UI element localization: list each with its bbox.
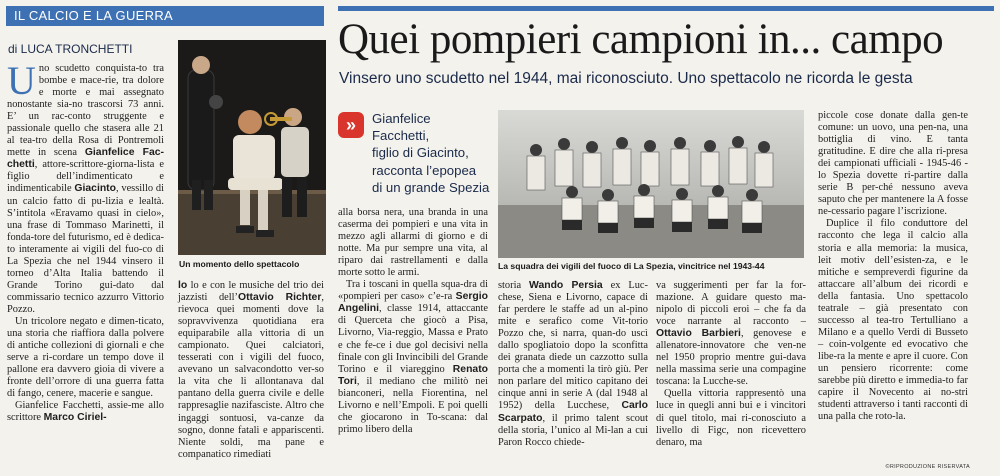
stage-photo-caption: Un momento dello spettacolo	[179, 259, 300, 269]
article-column-4: storia Wando Persia ex Luc-chese, Siena e Livorno, capace di far perdere le staffe ad un al-pino mite e serafico come Vit-torio Pozzo che, si narra, quan-do uscì dallo spogliatoio dopo la sconfitta dei granata diede un cazzotto sulla porta che a momenti la tirò giù. Per non parlare del mitico capitano dei cinque anni in serie A (dal 1948 al 1952) della Lucchese, Carlo Scarpato, il primo talent scout della storia, l’unico al Mi-lan a cui Paron Rocco chiede-	[498, 280, 648, 448]
article-column-1: U no scudetto conquista-to tra bombe e mace-rie, tra dolore e morte e mai assegnato nonostante sia-no trascorsi 73 anni. E’ un rac-conto struggente e passionale quello che stasera alle 21 al tea-tro della Rosa di Pontremoli mette in scena Gianfelice Fac-chetti, attore-scrittore-giorna-lista e figlio dell’indimenticato e indimenticabile Giacinto, vessillo di un calcio fatto di pu-lizia e lealtà. S’intitola «Eravamo quasi in cielo», una frase di Tommaso Marinetti, il fonda-tore del futurismo, ed è dedica-to interamente ai vigili del fuo-co di La Spezia che nel 1944 vinsero il torneo d’Alta Italia battendo il Grande Torino gui-dato dal commissario tecnico azzurro Vittorio Pozzo. Un tricolore negato e dimen-ticato, una storia che riaffiora dalla polvere di antiche collezioni di giornali e che serve a ri-cordare un tempo dove il pallone era davvero gioia di vivere a fronte dell’orrore di una guerra fatta di fango, cenere, macerie e sangue. Gianfelice Facchetti, assie-me allo scrittore Marco Ciriel-	[7, 58, 165, 424]
subheadline: Vinsero uno scudetto nel 1944, mai riconosciuto. Uno spettacolo ne ricorda le gesta	[339, 70, 913, 87]
stage-scene-image	[178, 40, 326, 255]
header-rule	[338, 6, 994, 11]
section-kicker: IL CALCIO E LA GUERRA	[6, 6, 324, 26]
chevron-right-icon: »	[338, 112, 364, 138]
article-column-2: lo lo e con le musiche del trio dei jazzisti dell’Ottavio Richter, rievoca quei momenti dove la sopravvivenza quotidiana era equiparabile alla vittoria di un campionato. Quei calciatori, tesserati con i vigili del fuoco, avevano un salvacondotto ver-so la vita che li allontanava dal pantano della guerra civile e delle rappresaglie nazifasciste. Altro che ingaggi sontuosi, va-canze da sogno, donne fatali e appariscenti. Niente soldi, ma pane e companatico rimediati	[178, 280, 324, 460]
team-photo-caption: La squadra dei vigili del fuoco di La Spezia, vincitrice nel 1943-44	[498, 261, 765, 271]
article-column-3: alla borsa nera, una branda in una caserma dei pompieri e una vita in mezzo agli allarmi di giorno e di notte. Ma pur sempre una vita, al riparo dai rastrellamenti e dalla morte sotto le armi. Tra i toscani in quella squa-dra di «pompieri per caso» c’e-ra Sergio Angelini, classe 1914, attaccante di Querceta che giocò a Pisa, Livorno, Via-reggio, Massa e Prato e che fe-ce i due gol decisivi nella finale con gli Invincibili del Grande Torino e il viareggino Renato Tori, il mediano che militò nei bianconeri, nella Fiorentina, nel Livorno e nell’Empoli. E poi quelli che giocarono in To-scana: dal primo libero della	[338, 207, 488, 435]
headline: Quei pompieri campioni in... campo	[338, 16, 944, 63]
team-photo	[498, 110, 804, 258]
stage-photo	[178, 40, 326, 255]
team-photo-image	[498, 110, 804, 258]
author-byline: di LUCA TRONCHETTI	[8, 42, 133, 56]
copyright-notice: ©RIPRODUZIONE RISERVATA	[885, 464, 970, 470]
pull-quote: Gianfelice Facchetti, figlio di Giacinto, racconta l’epopea di un grande Spezia	[372, 111, 490, 195]
article-column-5: va suggerimenti per far la for-mazione. A guidare questo ma-nipolo di piccoli eroi – che fa da voce narrante al racconto – Ottavio Barbieri, genovese e allenatore-innovatore che ven-ne nel 1950 proprio mentre gui-dava nella massima serie una compagine toscana: la Lucche-se. Quella vittoria rappresentò una luce in quegli anni bui e i vincitori di quel titolo, mai ri-conosciuto a livello di Figc, non ricevettero denaro, ma	[656, 280, 806, 448]
drop-cap: U	[7, 58, 36, 103]
article-column-6: piccole cose donate dalla gen-te comune: un uovo, una pen-na, una bottiglia di vino. E tanta gratitudine. E dire che alla ri-presa dei campionati ufficiali - 1945-46 - lo Spezia dovette ri-partire dalla serie B per-ché nessuno aveva saputo che per mantenere la A fosse ne-cessario pagare l’iscrizione. Duplice il filo conduttore del racconto che lega il calcio alla storia e alla memoria: la musica, leit motiv dell’esisten-za, e le mitiche e sempreverdi figurine da attaccare all’album dei ricordi e della fantasia. Uno spettacolo teatrale – già presentato con successo al tea-tro Tertulliano a Milano e a quello Verdi di Busseto – coin-volgente ed evocativo che libe-ra la mente e apre il cuore. Con un pensiero ricorrente: come sarebbe più diretto e immedia-to far capire il Novecento ai no-stri studenti attraverso i tanti racconti di una palla che roto-la.	[818, 110, 968, 423]
